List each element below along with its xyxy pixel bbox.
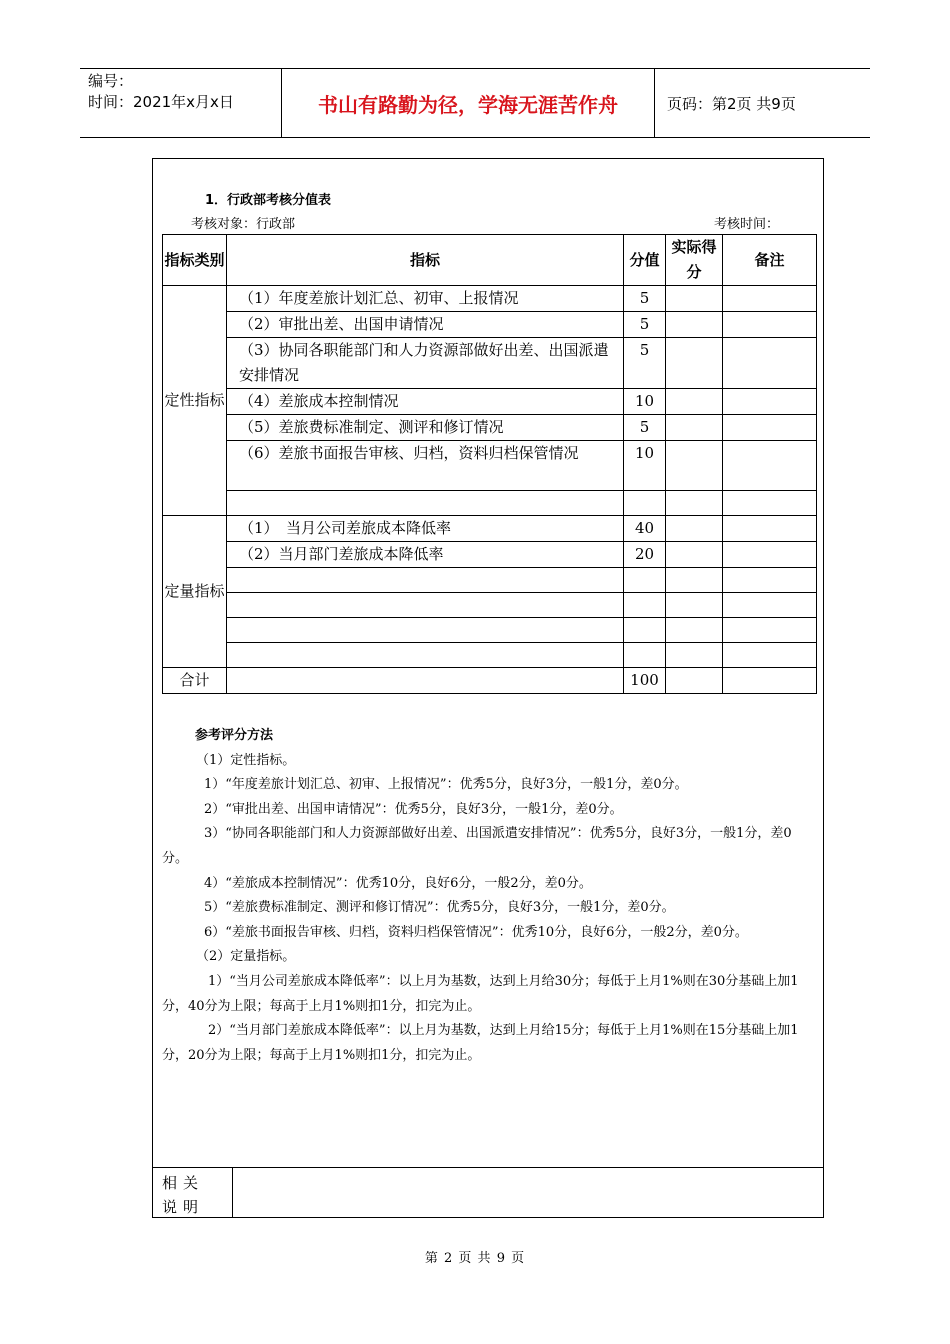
score-cell [624,593,666,618]
remark-cell[interactable] [723,516,817,542]
total-actual-score-cell[interactable] [666,668,723,694]
qualitative-rules [162,773,816,945]
indicator-cell: （1） 当月公司差旅成本降低率 [227,516,624,542]
actual-score-cell[interactable] [666,286,723,312]
total-row [163,668,817,694]
score-cell: 5 [624,312,666,338]
quantitative-row [163,643,817,668]
header-meta [80,69,282,137]
remark-cell[interactable] [723,491,817,516]
indicator-cell [227,618,624,643]
remark-cell[interactable] [723,593,817,618]
qualitative-rule: 3）“协同各职能部门和人力资源部做好出差、出国派遣安排情况”：优秀5分，良好3分，一般1分，差0分。 [162,826,792,866]
qualitative-rule: 1）“年度差旅计划汇总、初审、上报情况”：优秀5分，良好3分，一般1分，差0分。 [204,777,688,793]
quantitative-heading: （2）定量指标。 [196,949,296,965]
qualitative-row [163,338,817,389]
qualitative-category-label: 定性指标 [163,286,227,516]
reference-title: 参考评分方法 [195,728,274,743]
page-header [80,68,870,138]
remark-cell[interactable] [723,415,817,441]
remark-cell[interactable] [723,568,817,593]
table-body [163,286,817,694]
actual-score-cell[interactable] [666,643,723,668]
score-cell [624,618,666,643]
qualitative-rule: 4）“差旅成本控制情况”：优秀10分，良好6分，一般2分，差0分。 [204,875,592,891]
reference-scoring-method [162,724,816,1068]
page-footer: 第 2 页 共 9 页 [424,1251,526,1266]
header-score: 分值 [624,235,666,286]
qualitative-row [163,415,817,441]
remark-cell[interactable] [723,338,817,389]
qualitative-heading: （1）定性指标。 [196,752,296,768]
score-cell: 5 [624,338,666,389]
content-frame [152,158,824,1218]
indicator-cell: （2）当月部门差旅成本降低率 [227,542,624,568]
actual-score-cell[interactable] [666,312,723,338]
actual-score-cell[interactable] [666,618,723,643]
total-score: 100 [624,668,666,694]
score-cell [624,643,666,668]
actual-score-cell[interactable] [666,338,723,389]
remark-cell[interactable] [723,542,817,568]
header-page-number: 页码：第2页 共9页 [667,94,796,113]
score-cell [624,491,666,516]
header-motto: 书山有路勤为径，学海无涯苦作舟 [282,69,655,137]
remark-cell[interactable] [723,441,817,491]
actual-score-cell[interactable] [666,568,723,593]
remark-cell[interactable] [723,286,817,312]
quantitative-row [163,568,817,593]
score-cell: 5 [624,415,666,441]
total-remark-cell[interactable] [723,668,817,694]
quantitative-category-label: 定量指标 [163,516,227,668]
notes-label: 相关说明 [153,1168,233,1218]
assessment-time: 考核时间： [713,217,779,232]
qualitative-row [163,286,817,312]
qualitative-rule: 2）“审批出差、出国申请情况”：优秀5分，良好3分，一般1分，差0分。 [204,801,623,817]
qualitative-rule: 5）“差旅费标准制定、测评和修订情况”：优秀5分，良好3分，一般1分，差0分。 [204,900,675,916]
quantitative-row [163,542,817,568]
remark-cell[interactable] [723,618,817,643]
indicator-cell [227,643,624,668]
indicator-cell: （3）协同各职能部门和人力资源部做好出差、出国派遣安排情况 [227,338,624,389]
header-actual-score: 实际得分 [666,235,723,286]
remark-cell[interactable] [723,643,817,668]
actual-score-cell[interactable] [666,491,723,516]
indicator-cell: （4）差旅成本控制情况 [227,389,624,415]
qualitative-row [163,389,817,415]
indicator-cell [227,491,624,516]
actual-score-cell[interactable] [666,593,723,618]
score-cell: 10 [624,441,666,491]
score-cell [624,568,666,593]
quantitative-rule: 2）“当月部门差旅成本降低率”：以上月为基数，达到上月给15分；每低于上月1%则在15分基础上加1分，20分为上限；每高于上月1%则扣1分，扣完为止。 [162,1023,799,1063]
qualitative-row [163,491,817,516]
qualitative-row [163,312,817,338]
qualitative-rule: 6）“差旅书面报告审核、归档，资料归档保管情况”：优秀10分，良好6分，一般2分，差0分。 [204,924,748,940]
qualitative-row [163,441,817,491]
score-cell: 5 [624,286,666,312]
notes-content[interactable] [233,1168,823,1218]
header-indicator: 指标 [227,235,624,286]
actual-score-cell[interactable] [666,516,723,542]
header-remark: 备注 [723,235,817,286]
notes-row [153,1167,823,1218]
score-cell: 20 [624,542,666,568]
quantitative-rules [162,970,816,1068]
actual-score-cell[interactable] [666,389,723,415]
indicator-cell [227,593,624,618]
quantitative-row [163,516,817,542]
indicator-cell [227,568,624,593]
indicator-cell: （6）差旅书面报告审核、归档，资料归档保管情况 [227,441,624,491]
actual-score-cell[interactable] [666,441,723,491]
score-table [162,234,817,694]
actual-score-cell[interactable] [666,415,723,441]
indicator-cell: （5）差旅费标准制定、测评和修订情况 [227,415,624,441]
total-indicator-cell [227,668,624,694]
score-cell: 10 [624,389,666,415]
score-cell: 40 [624,516,666,542]
assessment-target: 考核对象：行政部 [191,217,296,232]
table-header-row [163,235,817,286]
actual-score-cell[interactable] [666,542,723,568]
quantitative-rule: 1）“当月公司差旅成本降低率”：以上月为基数，达到上月给30分；每低于上月1%则在30分基础上加1分，40分为上限；每高于上月1%则扣1分，扣完为止。 [162,973,799,1014]
indicator-cell: （2）审批出差、出国申请情况 [227,312,624,338]
remark-cell[interactable] [723,389,817,415]
document-number-label: 编号： [88,72,134,90]
quantitative-row [163,593,817,618]
document-time-label: 时间：2021年x月x日 [88,93,234,111]
remark-cell[interactable] [723,312,817,338]
total-label: 合计 [163,668,227,694]
header-category: 指标类别 [163,235,227,286]
quantitative-row [163,618,817,643]
section-title: 1．行政部考核分值表 [205,193,332,208]
indicator-cell: （1）年度差旅计划汇总、初审、上报情况 [227,286,624,312]
